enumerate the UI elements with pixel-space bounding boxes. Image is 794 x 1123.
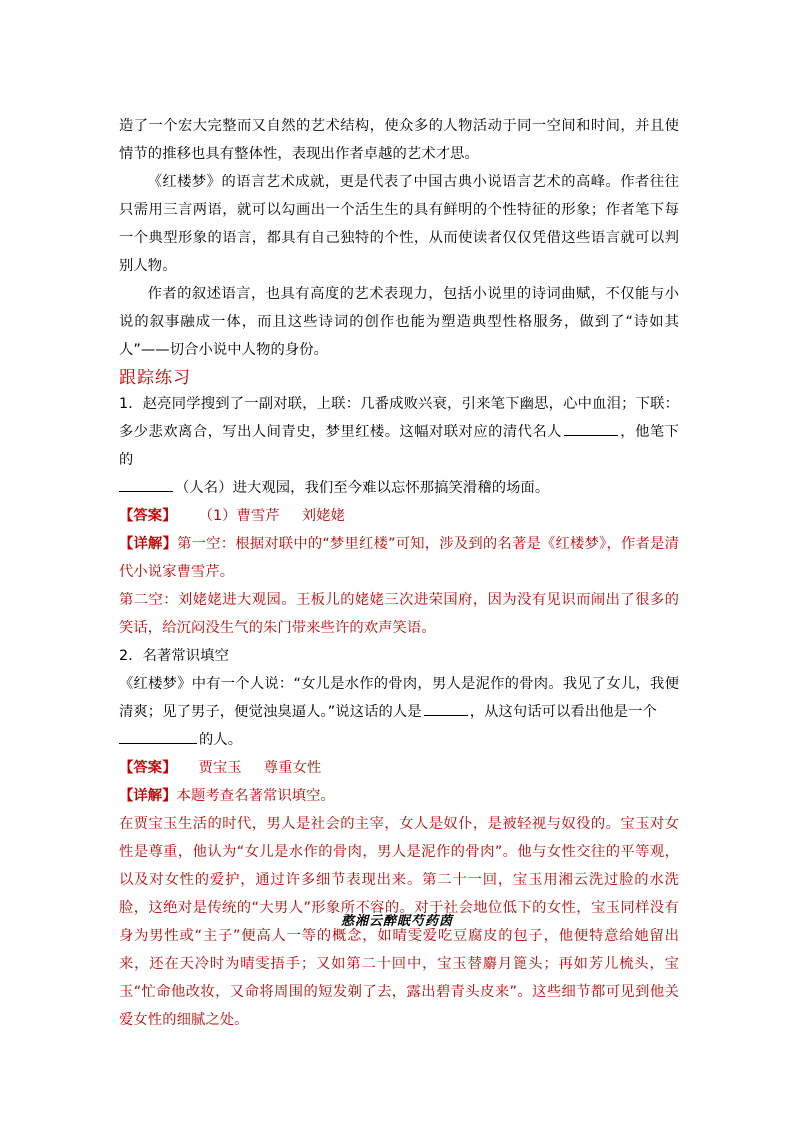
- document-body: [119, 112, 679, 1034]
- question-1-explanation-2: 第二空：刘姥姥进大观园。王板儿的姥姥三次进荣国府，因为没有见识而闹出了很多的笑话，给沉闷没生气的朱门带来些许的欢声笑语。: [119, 592, 679, 636]
- intro-paragraph-1: 造了一个宏大完整而又自然的艺术结构，使众多的人物活动于同一空间和时间，并且使情节的推移也具有整体性，表现出作者卓越的艺术才思。: [119, 118, 679, 162]
- answer-2: 尊重女性: [263, 760, 322, 776]
- footer-caption: 憨湘云醉眠芍药茵: [340, 914, 453, 929]
- question-1-text-c: （人名）进大观园，我们至今难以忘怀那搞笑滑稽的场面。: [175, 480, 550, 496]
- question-2-text-b: ，从这句话可以看出他是一个: [469, 704, 657, 720]
- question-2-explanation-2: 在贾宝玉生活的时代，男人是社会的主宰，女人是奴仆，是被轻视与奴役的。宝玉对女性是尊重，他认为“女儿是水作的骨肉，男人是泥作的骨肉”。他与女性交往的平等观，以及对女性的爱护，通过许多细节表现出来。第二十一回，宝玉用湘云洗过脸的水洗脸，这绝对是传统的“大男人”形象所不容的。对于社会地位低下的女性，宝玉同样没有身为男性或“主子”便高人一等的概念，如晴雯爱吃豆腐皮的包子，他便特意给她留出来，还在天冷时为晴雯捂手；又如第二十回中，宝玉替麝月篦头；再如芳儿梳头，宝玉“忙命他改妆，又命将周围的短发剃了去，露出碧青头皮来”。这些细节都可见到他关爱女性的细腻之处。: [119, 816, 679, 1028]
- question-2-text-a: 《红楼梦》中有一个人说：“女儿是水作的骨肉，男人是泥作的骨肉。我见了女儿，我便清爽；见了男子，便觉浊臭逼人。”说这话的人是: [119, 676, 679, 720]
- answer-2: 刘姥姥: [301, 508, 345, 524]
- explain-text-1: 本题考查名著常识填空。: [176, 788, 335, 804]
- question-1-blank-2: [119, 477, 173, 492]
- explain-tag: 【详解】: [119, 788, 177, 804]
- answer-tag: 【答案】: [119, 760, 177, 776]
- question-2-blank-2: [119, 729, 197, 744]
- answer-1: 贾宝玉: [198, 760, 242, 776]
- question-1-explanation-1: [119, 530, 679, 586]
- question-2-text-c: 的人。: [199, 732, 243, 748]
- section-heading: 跟踪练习: [119, 368, 191, 388]
- answer-number: （1）: [198, 508, 237, 524]
- answer-1: 曹雪芹: [236, 508, 280, 524]
- question-1-answer: [119, 502, 679, 530]
- explain-text-1: 第一空：根据对联中的“梦里红楼”可知，涉及到的名著是《红楼梦》，作者是清代小说家曹雪芹。: [119, 536, 679, 580]
- intro-paragraph-3: 作者的叙述语言，也具有高度的艺术表现力，包括小说里的诗词曲赋，不仅能与小说的叙事融成一体，而且这些诗词的创作也能为塑造典型性格服务，做到了“诗如其人”——切合小说中人物的身份。: [119, 286, 679, 358]
- question-1-text-a: 1．赵亮同学搜到了一副对联，上联：几番成败兴衰，引来笔下幽思，心中血泪；下联：多少悲欢离合，写出人间青史，梦里红楼。这幅对联对应的清代名人: [119, 396, 679, 440]
- question-2-explanation-1: [119, 782, 679, 810]
- intro-paragraph-2: 《红楼梦》的语言艺术成就，更是代表了中国古典小说语言艺术的高峰。作者往往只需用三言两语，就可以勾画出一个活生生的具有鲜明的个性特征的形象；作者笔下每一个典型形象的语言，都具有自己独特的个性，从而使读者仅仅凭借这些语言就可以判别人物。: [119, 174, 679, 274]
- question-1-blank-1: [564, 421, 618, 436]
- question-2-title: 2．名著常识填空: [119, 648, 229, 664]
- question-2-answer: [119, 754, 679, 782]
- question-2-blank-1: [424, 701, 468, 716]
- explain-tag: 【详解】: [119, 536, 178, 552]
- question-1: [119, 390, 679, 502]
- question-2: [119, 670, 679, 754]
- question-1-text-b: ，他笔下的: [119, 424, 679, 468]
- answer-tag: 【答案】: [119, 508, 177, 524]
